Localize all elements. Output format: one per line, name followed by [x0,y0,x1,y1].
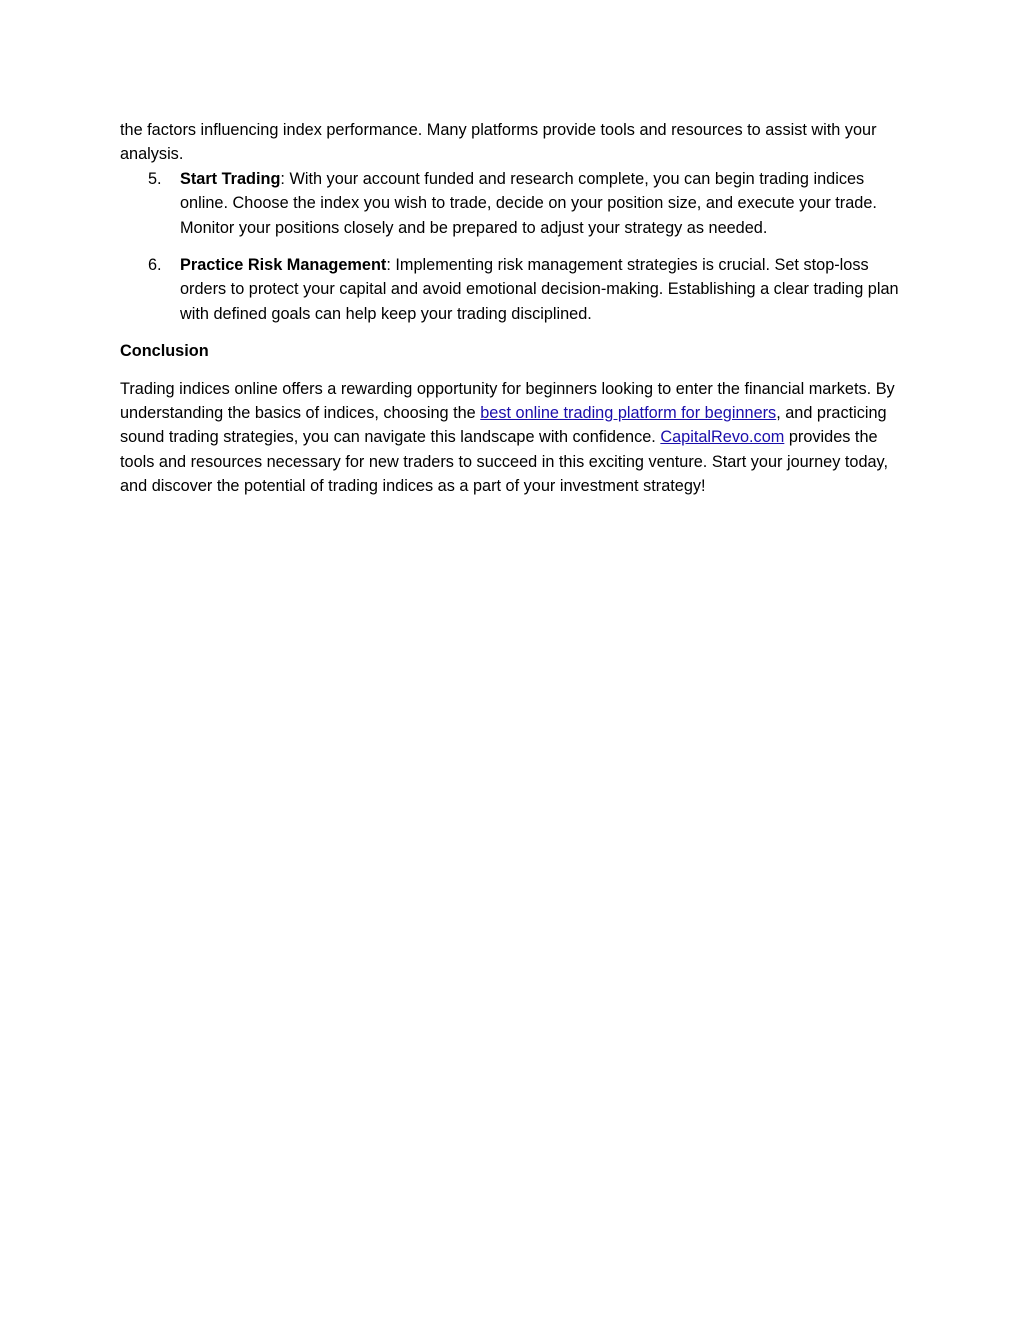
list-item-title: Practice Risk Management [180,256,387,275]
conclusion-text-1: Trading indices online offers a rewarding opportunity for beginners looking to enter the financial markets. By understanding the basics of indices, choosing the [120,379,895,423]
list-item-text: : With your account funded and research complete, you can begin trading indices online. Choose the index you wish to trade, decide on your position size, and execute your trade. Monitor your positions closely and be prepared to adjust your strategy as needed. [180,169,877,237]
list-item-title: Start Trading [180,169,281,188]
conclusion-paragraph [120,377,904,499]
conclusion-heading: Conclusion [120,342,209,361]
capitalrevo-link[interactable]: CapitalRevo.com [660,428,785,447]
list-item-number: 6. [148,256,162,275]
best-platform-link[interactable]: best online trading platform for beginners [480,404,777,423]
document-body [120,118,904,499]
list-item-start-trading [120,167,904,240]
conclusion-text-2: , and practicing sound trading strategies, you can navigate this landscape with confidence. [120,404,887,447]
numbered-list [120,167,904,326]
list-item-number: 5. [148,169,162,188]
list-item-text: : Implementing risk management strategies is crucial. Set stop-loss orders to protect your capital and avoid emotional decision-making. Establishing a clear trading plan with defined goals can help keep your trading disciplined. [180,256,899,323]
conclusion-text-3: provides the tools and resources necessary for new traders to succeed in this exciting venture. Start your journey today, and discover the potential of trading indices as a part of your investment strategy! [120,428,889,496]
list-item-risk-management [120,253,904,326]
continuation-paragraph: the factors influencing index performance. Many platforms provide tools and resources to assist with your analysis. [120,121,877,164]
